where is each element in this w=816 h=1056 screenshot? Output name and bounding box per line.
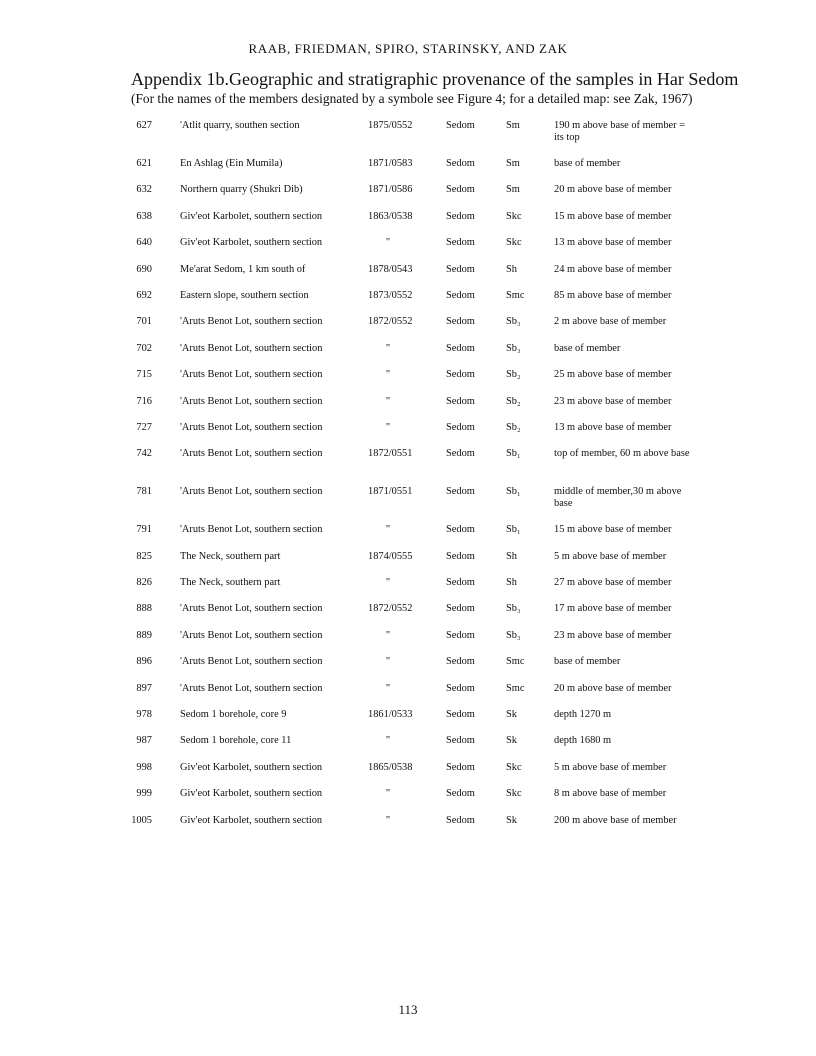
table-row	[0, 211, 816, 237]
sample-number: 987	[136, 735, 152, 747]
grid-reference-cell: 1873/0552	[368, 289, 413, 301]
grid-reference-cell: "	[385, 788, 391, 800]
sample-number: 690	[136, 263, 152, 275]
location-cell: En Ashlag (Ein Mumila)	[180, 158, 283, 169]
formation-cell: Sedom	[446, 237, 475, 249]
table-row	[0, 316, 816, 342]
table-row	[0, 788, 816, 814]
formation-cell: Sedom	[446, 316, 475, 328]
formation-cell: Sedom	[446, 120, 475, 131]
stratigraphic-position-cell: 25 m above base of member	[554, 369, 672, 381]
stratigraphic-position-cell: 200 m above base of member	[554, 814, 677, 826]
sample-number: 791	[136, 524, 152, 536]
stratigraphic-position-cell: 13 m above base of member	[554, 237, 672, 249]
table-row	[0, 369, 816, 395]
stratigraphic-position-cell: 20 m above base of member	[554, 184, 672, 196]
location-cell: The Neck, southern part	[180, 577, 281, 589]
sample-number: 825	[136, 550, 152, 562]
location-cell: Me'arat Sedom, 1 km south of	[180, 263, 306, 275]
formation-cell: Sedom	[446, 814, 475, 826]
provenance-table	[0, 120, 816, 841]
sample-number: 781	[136, 486, 152, 498]
location-cell: 'Aruts Benot Lot, southern section	[180, 629, 323, 641]
member-cell: Sk	[506, 709, 517, 721]
table-row	[0, 603, 816, 629]
sample-number: 692	[136, 289, 152, 301]
location-cell: 'Aruts Benot Lot, southern section	[180, 316, 323, 328]
grid-reference-cell: 1878/0543	[368, 263, 413, 275]
member-cell: Smc	[506, 656, 525, 668]
location-cell: 'Aruts Benot Lot, southern section	[180, 524, 323, 536]
table-row	[0, 264, 816, 290]
sample-number: 826	[136, 577, 152, 589]
sample-number: 889	[136, 629, 152, 641]
stratigraphic-position-cell: 13 m above base of member	[554, 421, 672, 433]
location-cell: Giv'eot Karbolet, southern section	[180, 761, 323, 773]
member-cell: Sm	[506, 158, 520, 169]
sample-number: 621	[136, 158, 152, 169]
formation-cell: Sedom	[446, 735, 475, 747]
stratigraphic-position-cell: 23 m above base of member	[554, 395, 672, 407]
table-row	[0, 683, 816, 709]
location-cell: Giv'eot Karbolet, southern section	[180, 814, 323, 826]
formation-cell: Sedom	[446, 263, 475, 275]
member-cell: Smc	[506, 682, 525, 694]
grid-reference-cell: 1875/0552	[368, 120, 413, 131]
grid-reference-cell: "	[385, 395, 391, 407]
member-cell: Sb₃	[506, 629, 521, 641]
member-cell: Skc	[506, 761, 522, 773]
sample-number: 897	[136, 682, 152, 694]
grid-reference-cell: "	[385, 656, 391, 668]
stratigraphic-position-cell: 2 m above base of member	[554, 316, 667, 328]
grid-reference-cell: "	[385, 237, 391, 249]
sample-number: 896	[136, 656, 152, 668]
formation-cell: Sedom	[446, 158, 475, 169]
table-row	[0, 343, 816, 369]
location-cell: Giv'eot Karbolet, southern section	[180, 788, 323, 800]
location-cell: Eastern slope, southern section	[180, 289, 309, 301]
location-cell: 'Aruts Benot Lot, southern section	[180, 603, 323, 615]
appendix-title: Appendix 1b.Geographic and stratigraphic provenance of the samples in Har Sedom	[131, 69, 739, 89]
grid-reference-cell: 1863/0538	[368, 210, 413, 222]
formation-cell: Sedom	[446, 369, 475, 381]
grid-reference-cell: 1861/0533	[368, 709, 413, 721]
table-row	[0, 237, 816, 263]
formation-cell: Sedom	[446, 421, 475, 433]
grid-reference-cell: "	[385, 577, 391, 589]
location-cell: 'Aruts Benot Lot, southern section	[180, 369, 323, 381]
grid-reference-cell: "	[385, 629, 391, 641]
grid-reference-cell: 1872/0552	[368, 316, 413, 328]
location-cell: 'Aruts Benot Lot, southern section	[180, 342, 323, 354]
member-cell: Sb₁	[506, 486, 521, 498]
formation-cell: Sedom	[446, 395, 475, 407]
grid-reference-cell: 1871/0583	[368, 158, 413, 169]
table-row	[0, 735, 816, 761]
grid-reference-cell: "	[385, 369, 391, 381]
table-row	[0, 577, 816, 603]
member-cell: Sb₂	[506, 395, 521, 407]
formation-cell: Sedom	[446, 709, 475, 721]
grid-reference-cell: 1871/0551	[368, 486, 413, 498]
stratigraphic-position-cell: 8 m above base of member	[554, 788, 667, 800]
grid-reference-cell: 1874/0555	[368, 550, 413, 562]
grid-reference-cell: 1865/0538	[368, 761, 413, 773]
stratigraphic-position-cell: 20 m above base of member	[554, 682, 672, 694]
location-cell: 'Aruts Benot Lot, southern section	[180, 448, 323, 460]
sample-number: 638	[136, 210, 152, 222]
formation-cell: Sedom	[446, 629, 475, 641]
stratigraphic-position-cell: top of member, 60 m above base	[554, 448, 690, 460]
stratigraphic-position-cell: 85 m above base of member	[554, 289, 672, 301]
table-row	[0, 120, 816, 158]
table-row	[0, 486, 816, 524]
formation-cell: Sedom	[446, 486, 475, 498]
location-cell: 'Atlit quarry, southen section	[180, 120, 300, 131]
member-cell: Sb₁	[506, 448, 521, 460]
grid-reference-cell: "	[385, 421, 391, 433]
table-row	[0, 762, 816, 788]
formation-cell: Sedom	[446, 682, 475, 694]
formation-cell: Sedom	[446, 656, 475, 668]
table-row	[0, 184, 816, 210]
stratigraphic-position-cell: depth 1270 m	[554, 709, 612, 721]
sample-number: 978	[136, 709, 152, 721]
formation-cell: Sedom	[446, 577, 475, 589]
formation-cell: Sedom	[446, 184, 475, 196]
sample-number: 632	[136, 184, 152, 196]
member-cell: Sk	[506, 735, 517, 747]
location-cell: Giv'eot Karbolet, southern section	[180, 210, 323, 222]
running-head: RAAB, FRIEDMAN, SPIRO, STARINSKY, AND ZAK	[248, 41, 568, 56]
grid-reference-cell: "	[385, 814, 391, 826]
formation-cell: Sedom	[446, 448, 475, 460]
stratigraphic-position-cell: 17 m above base of member	[554, 603, 672, 615]
stratigraphic-position-cell: middle of member,30 m above base	[554, 486, 682, 510]
formation-cell: Sedom	[446, 342, 475, 354]
member-cell: Sb₃	[506, 603, 521, 615]
stratigraphic-position-cell: 5 m above base of member	[554, 550, 667, 562]
grid-reference-cell: 1872/0552	[368, 603, 413, 615]
table-row	[0, 630, 816, 656]
member-cell: Sk	[506, 814, 517, 826]
table-row	[0, 448, 816, 486]
page-number: 113	[398, 1002, 418, 1017]
member-cell: Skc	[506, 788, 522, 800]
member-cell: Sb₁	[506, 524, 521, 536]
sample-number: 716	[136, 395, 152, 407]
table-row	[0, 709, 816, 735]
sample-number: 701	[136, 316, 152, 328]
location-cell: 'Aruts Benot Lot, southern section	[180, 656, 323, 668]
member-cell: Skc	[506, 210, 522, 222]
formation-cell: Sedom	[446, 603, 475, 615]
member-cell: Smc	[506, 289, 525, 301]
table-row	[0, 815, 816, 841]
table-row	[0, 290, 816, 316]
formation-cell: Sedom	[446, 524, 475, 536]
location-cell: The Neck, southern part	[180, 550, 281, 562]
member-cell: Sh	[506, 263, 517, 275]
table-row	[0, 422, 816, 448]
sample-number: 727	[136, 421, 152, 433]
table-row	[0, 524, 816, 550]
stratigraphic-position-cell: 5 m above base of member	[554, 761, 667, 773]
stratigraphic-position-cell: 190 m above base of member = its top	[554, 120, 686, 143]
table-row	[0, 656, 816, 682]
member-cell: Sh	[506, 550, 517, 562]
member-cell: Sm	[506, 120, 520, 131]
stratigraphic-position-cell: 24 m above base of member	[554, 263, 672, 275]
location-cell: 'Aruts Benot Lot, southern section	[180, 395, 323, 407]
stratigraphic-position-cell: base of member	[554, 158, 621, 169]
location-cell: Northern quarry (Shukri Dib)	[180, 184, 303, 196]
location-cell: Giv'eot Karbolet, southern section	[180, 237, 323, 249]
table-row	[0, 551, 816, 577]
stratigraphic-position-cell: base of member	[554, 342, 621, 354]
sample-number: 742	[136, 448, 152, 460]
sample-number: 888	[136, 603, 152, 615]
stratigraphic-position-cell: base of member	[554, 656, 621, 668]
stratigraphic-position-cell: 15 m above base of member	[554, 210, 672, 222]
location-cell: Sedom 1 borehole, core 11	[180, 735, 292, 747]
sample-number: 640	[136, 237, 152, 249]
grid-reference-cell: "	[385, 524, 391, 536]
grid-reference-cell: 1871/0586	[368, 184, 413, 196]
formation-cell: Sedom	[446, 550, 475, 562]
grid-reference-cell: "	[385, 342, 391, 354]
formation-cell: Sedom	[446, 788, 475, 800]
formation-cell: Sedom	[446, 289, 475, 301]
sample-number: 1005	[131, 814, 152, 826]
location-cell: 'Aruts Benot Lot, southern section	[180, 682, 323, 694]
location-cell: 'Aruts Benot Lot, southern section	[180, 486, 323, 498]
member-cell: Sb₂	[506, 421, 521, 433]
sample-number: 627	[136, 120, 152, 131]
table-row	[0, 396, 816, 422]
sample-number: 702	[136, 342, 152, 354]
formation-cell: Sedom	[446, 210, 475, 222]
grid-reference-cell: "	[385, 682, 391, 694]
location-cell: Sedom 1 borehole, core 9	[180, 709, 287, 721]
grid-reference-cell: 1872/0551	[368, 448, 413, 460]
grid-reference-cell: "	[385, 735, 391, 747]
location-cell: 'Aruts Benot Lot, southern section	[180, 421, 323, 433]
stratigraphic-position-cell: 27 m above base of member	[554, 577, 672, 589]
member-cell: Sb₂	[506, 369, 521, 381]
stratigraphic-position-cell: 15 m above base of member	[554, 524, 672, 536]
stratigraphic-position-cell: depth 1680 m	[554, 735, 612, 747]
sample-number: 999	[136, 788, 152, 800]
formation-cell: Sedom	[446, 761, 475, 773]
member-cell: Skc	[506, 237, 522, 249]
sample-number: 715	[136, 369, 152, 381]
table-row	[0, 158, 816, 184]
member-cell: Sb₃	[506, 342, 521, 354]
member-cell: Sm	[506, 184, 520, 196]
sample-number: 998	[136, 761, 152, 773]
member-cell: Sb₃	[506, 316, 521, 328]
appendix-subtitle: (For the names of the members designated by a symbole see Figure 4; for a detailed map: see Zak, 1967)	[131, 91, 693, 106]
member-cell: Sh	[506, 577, 517, 589]
stratigraphic-position-cell: 23 m above base of member	[554, 629, 672, 641]
